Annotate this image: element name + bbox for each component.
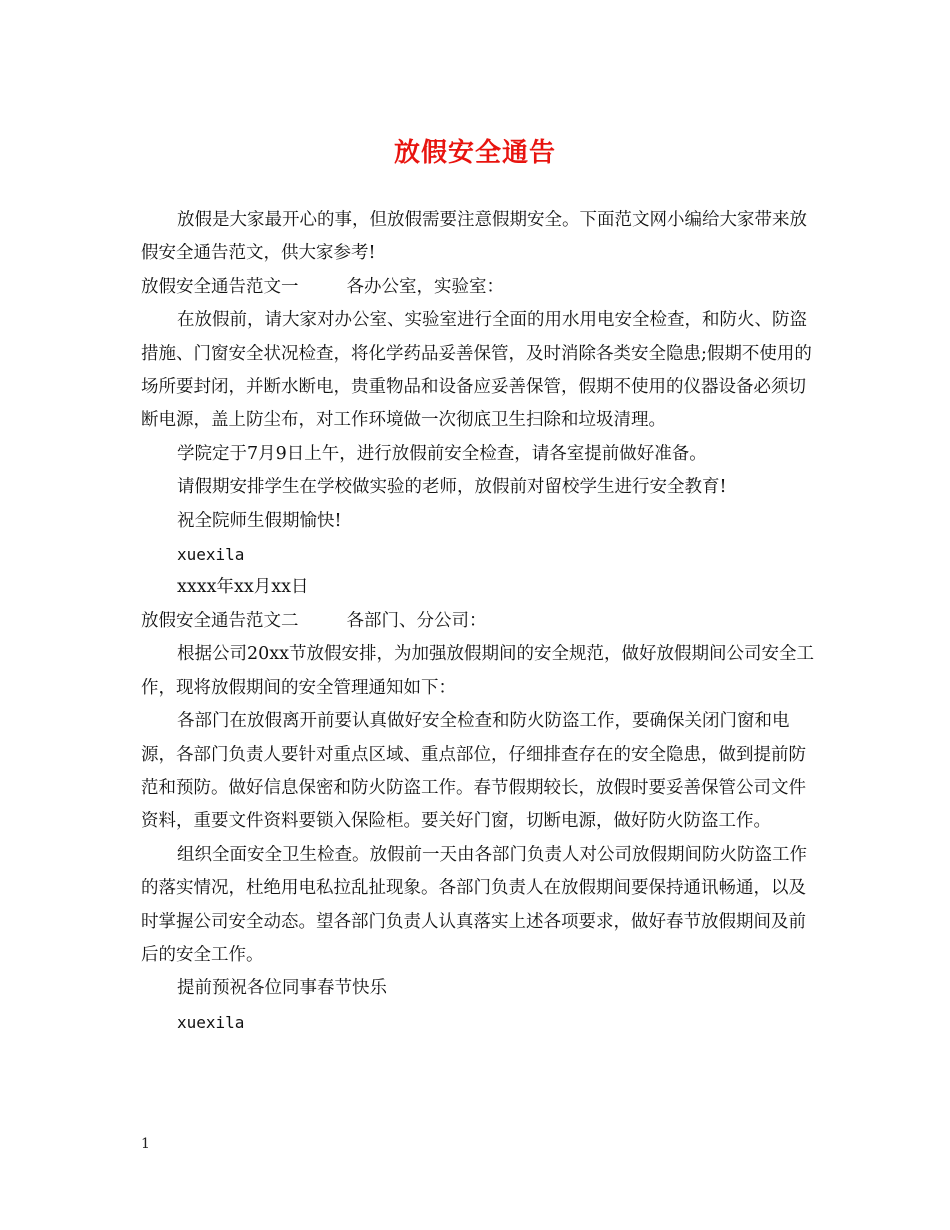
- sample1-paragraph-3: 请假期安排学生在学校做实验的老师，放假前对留校学生进行安全教育!: [177, 477, 727, 498]
- sample1-paragraph-4: 祝全院师生假期愉快!: [177, 510, 342, 531]
- sample2-title: 放假安全通告范文二: [141, 610, 299, 631]
- sample1-heading: [141, 271, 821, 304]
- sample1-title: 放假安全通告范文一: [141, 276, 299, 297]
- intro-paragraph: 放假是大家最开心的事，但放假需要注意假期安全。下面范文网小编给大家带来放假安全通告范文，供大家参考!: [141, 210, 807, 264]
- document-title: 放假安全通告: [393, 138, 556, 168]
- sample1-paragraph-2: 学院定于7月9日上午，进行放假前安全检查，请各室提前做好准备。: [177, 443, 707, 464]
- sample2-paragraph-3: 组织全面安全卫生检查。放假前一天由各部门负责人对公司放假期间防火防盗工作的落实情况，杜绝用电私拉乱扯现象。各部门负责人在放假期间要保持通讯畅通，以及时掌握公司安全动态。望各部门负责人认真落实上述各项要求，做好春节放假期间及前后的安全工作。: [141, 844, 807, 965]
- sample1-paragraph-1: 在放假前，请大家对办公室、实验室进行全面的用水用电安全检查，和防火、防盗措施、门窗安全状况检查，将化学药品妥善保管，及时消除各类安全隐患;假期不使用的场所要封闭，并断水断电，贵重物品和设备应妥善保管，假期不使用的仪器设备必须切断电源，盖上防尘布，对工作环境做一次彻底卫生扫除和垃圾清理。: [141, 310, 812, 431]
- sample2-heading: [141, 605, 821, 638]
- sample1-date: xxxx年xx月xx日: [177, 577, 309, 598]
- sample2-paragraph-4: 提前预祝各位同事春节快乐: [177, 978, 387, 999]
- sample2-signature: xuexila: [177, 1012, 245, 1032]
- page-number: 1: [141, 1136, 150, 1152]
- sample1-signature: xuexila: [177, 545, 245, 565]
- sample2-paragraph-1: 根据公司20xx节放假安排，为加强放假期间的安全规范，做好放假期间公司安全工作，现将放假期间的安全管理通知如下：: [141, 644, 815, 698]
- sample2-paragraph-2: 各部门在放假离开前要认真做好安全检查和防火防盗工作，要确保关闭门窗和电源，各部门负责人要针对重点区域、重点部位，仔细排查存在的安全隐患，做到提前防范和预防。做好信息保密和防火防盗工作。春节假期较长，放假时要妥善保管公司文件资料，重要文件资料要锁入保险柜。要关好门窗，切断电源，做好防火防盗工作。: [141, 711, 806, 832]
- sample1-recipients: 各办公室，实验室：: [346, 276, 504, 297]
- sample2-recipients: 各部门、分公司：: [346, 610, 487, 631]
- document-body: [141, 204, 821, 1039]
